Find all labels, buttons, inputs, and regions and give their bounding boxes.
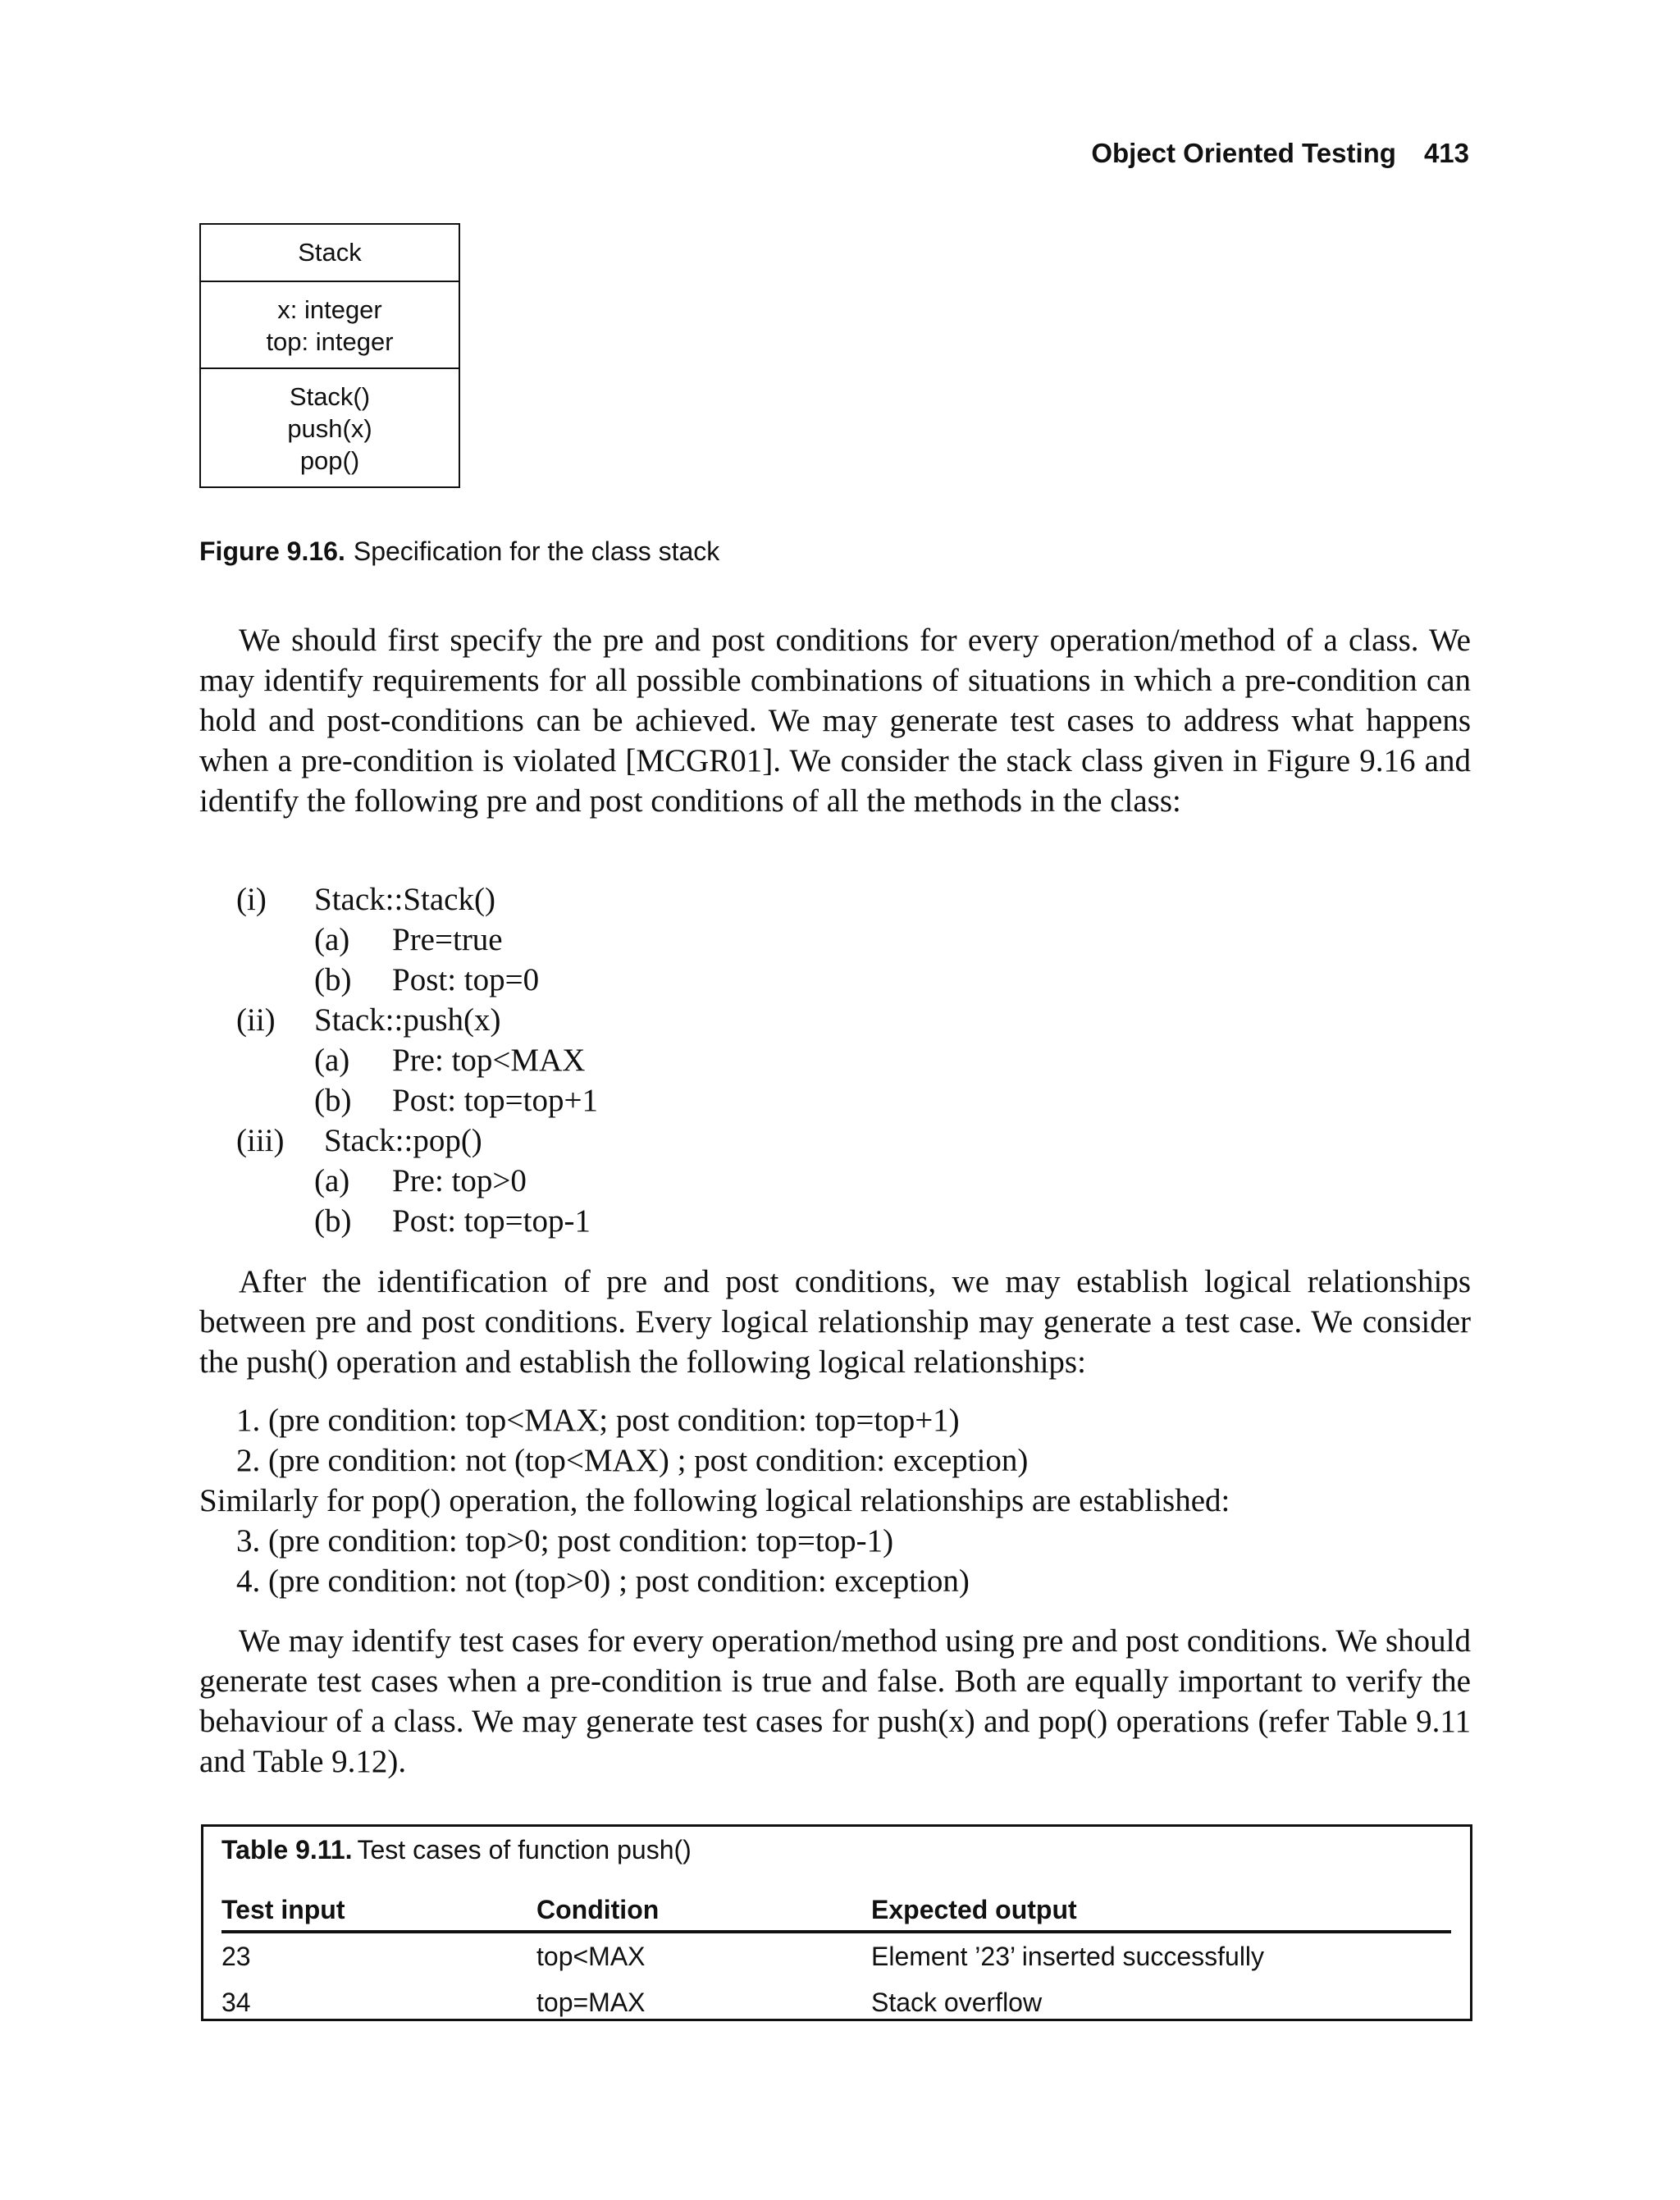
list-label: (b): [314, 1083, 352, 1118]
list-label: (a): [314, 922, 350, 957]
uml-attribute: top: integer: [266, 327, 394, 356]
table-cell: top=MAX: [536, 1988, 646, 2017]
list-label: (b): [314, 962, 352, 997]
method-name: Stack::push(x): [314, 1002, 501, 1038]
column-header: Expected output: [871, 1895, 1077, 1924]
condition-text: Pre: top>0: [392, 1163, 527, 1198]
running-header: [1091, 138, 1469, 169]
list-label: (iii): [236, 1123, 285, 1158]
uml-class-name: Stack: [298, 238, 362, 267]
figure-caption-text: Specification for the class stack: [353, 536, 720, 566]
table-row: [221, 1933, 1451, 1979]
table-header-row: [221, 1889, 1451, 1933]
table-label: Table 9.11.: [221, 1835, 353, 1865]
table-row: [221, 1979, 1451, 2025]
table-body: [221, 1889, 1451, 2025]
paragraph-test-cases: We may identify test cases for every operation/method using pre and post conditions. We should generate test cases when a pre-condition is true and false. Both are equally important to verify the behaviour of a class. We may generate test cases for push(x) and pop() operations (refer Table 9.11 and Table 9.12).: [199, 1623, 1471, 1779]
uml-attribute: x: integer: [277, 295, 382, 324]
column-header: Test input: [221, 1895, 345, 1924]
table-cell: top<MAX: [536, 1942, 646, 1971]
uml-class-diagram: [199, 223, 460, 488]
list-item: 4. (pre condition: not (top>0) ; post condition: exception): [236, 1563, 970, 1599]
condition-text: Post: top=0: [392, 962, 540, 997]
table-cell: Element ’23’ inserted successfully: [871, 1942, 1265, 1971]
list-label: (a): [314, 1163, 350, 1198]
method-name: Stack::pop(): [324, 1123, 482, 1158]
uml-attributes: [201, 281, 459, 367]
method-name: Stack::Stack(): [314, 882, 495, 917]
list-item: 1. (pre condition: top<MAX; post condition: top=top+1): [236, 1403, 960, 1438]
condition-text: Post: top=top-1: [392, 1203, 591, 1239]
list-label: (a): [314, 1043, 350, 1078]
table-cell: 23: [221, 1942, 251, 1971]
list-label: (ii): [236, 1002, 276, 1038]
relationships-list: [199, 1400, 1230, 1601]
list-item: 3. (pre condition: top>0; post condition: top=top-1): [236, 1523, 894, 1559]
table-cell: 34: [221, 1988, 251, 2017]
figure-label: Figure 9.16.: [199, 536, 345, 566]
table-caption: [221, 1835, 692, 1865]
uml-operations: [201, 367, 459, 486]
test-cases-table: [201, 1824, 1472, 2021]
uml-operation: Stack(): [289, 382, 371, 411]
header-title: Object Oriented Testing: [1091, 138, 1396, 168]
list-intro-text: Similarly for pop() operation, the following logical relationships are established:: [199, 1483, 1230, 1518]
condition-text: Pre: top<MAX: [392, 1043, 586, 1078]
uml-operation: push(x): [287, 414, 372, 443]
column-header: Condition: [536, 1895, 660, 1924]
figure-caption: [199, 536, 719, 567]
paragraph-relationships: After the identification of pre and post conditions, we may establish logical relationships between pre and post conditions. Every logical relationship may generate a test case. We consider the push() operation and establish the following logical relationships:: [199, 1264, 1471, 1380]
table-caption-text: Test cases of function push(): [357, 1835, 692, 1865]
page-number: 413: [1423, 138, 1469, 168]
list-label: (b): [314, 1203, 352, 1239]
paragraph-intro: We should first specify the pre and post conditions for every operation/method of a class. We may identify requirements for all possible combinations of situations in which a pre-condition can hold and post-conditions can be achieved. We may generate test cases to address what happens when a pre-condition is violated [MCGR01]. We consider the stack class given in Figure 9.16 and identify the following pre and post conditions of all the methods in the class:: [199, 623, 1471, 819]
uml-operation: pop(): [299, 446, 360, 475]
condition-text: Pre=true: [392, 922, 503, 957]
table-cell: Stack overflow: [871, 1988, 1043, 2017]
list-item: 2. (pre condition: not (top<MAX) ; post condition: exception): [236, 1443, 1029, 1478]
list-label: (i): [236, 882, 267, 917]
condition-text: Post: top=top+1: [392, 1083, 598, 1118]
